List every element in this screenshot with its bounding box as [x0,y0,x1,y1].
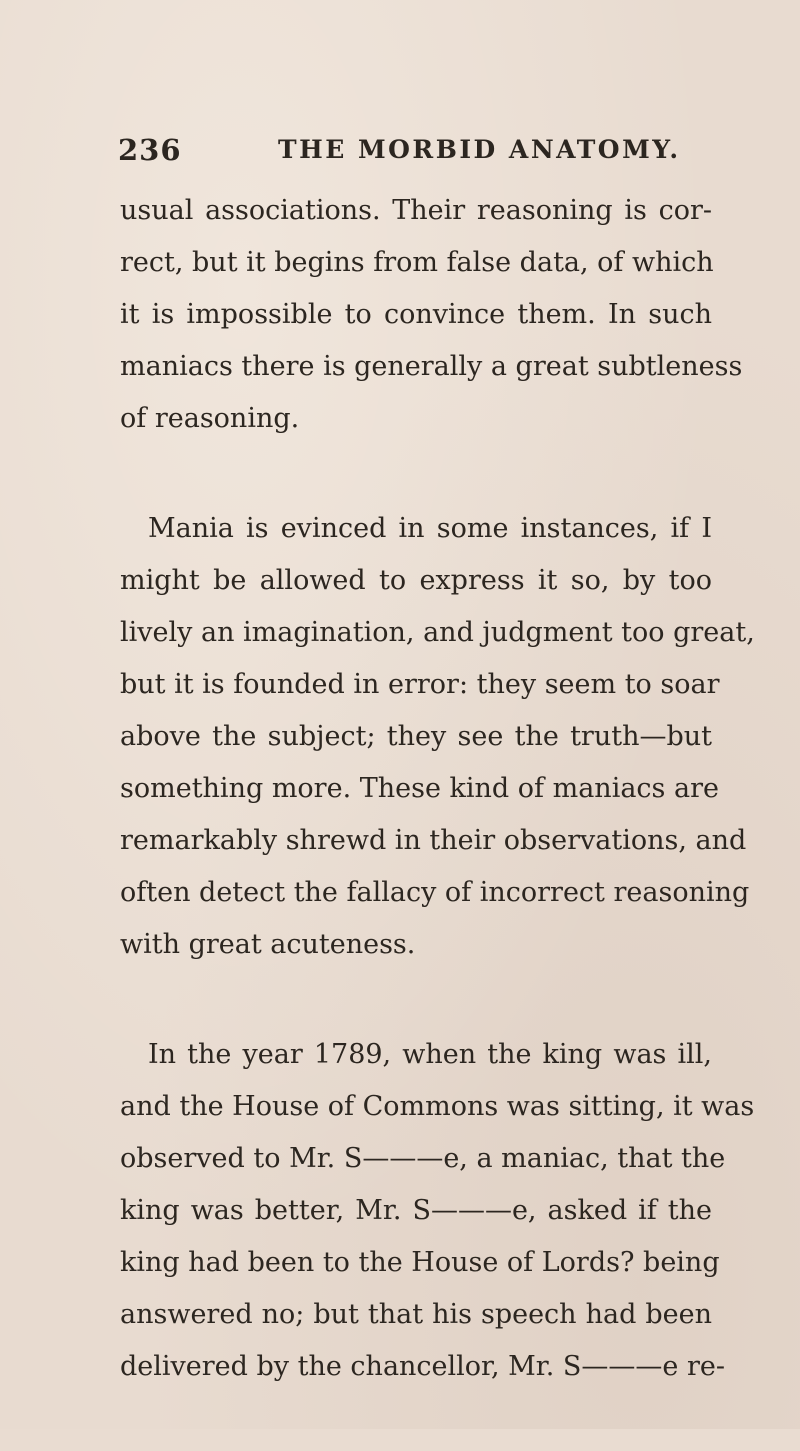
text-line: answered no; but that his speech had been [120,1299,712,1330]
text-line: often detect the fallacy of incorrect reasoning [120,877,750,908]
text-line: it is impossible to convince them. In such [120,299,712,330]
text-line: usual associations. Their reasoning is cor- [120,195,712,226]
page-header [118,133,738,173]
text-line: something more. These kind of maniacs are [120,773,719,804]
page-number: 236 [118,133,182,167]
text-line: of reasoning. [120,403,300,434]
text-line: rect, but it begins from false data, of which [120,247,714,278]
text-line: might be allowed to express it so, by too [120,565,712,596]
paragraph-3 [120,1029,755,1393]
text-line: king had been to the House of Lords? being [120,1247,720,1278]
text-line: with great acuteness. [120,929,416,960]
paragraph-2 [120,503,755,971]
text-line: Mania is evinced in some instances, if I [148,513,712,544]
text-line: observed to Mr. S———e, a maniac, that the [120,1143,726,1174]
text-line: but it is founded in error: they seem to soar [120,669,720,700]
running-title: THE MORBID ANATOMY. [278,135,681,164]
body-text [120,185,755,1451]
text-line: and the House of Commons was sitting, it was [120,1091,755,1122]
text-line: maniacs there is generally a great subtleness [120,351,743,382]
text-line: remarkably shrewd in their observations, and [120,825,747,856]
text-line: delivered by the chancellor, Mr. S———e re- [120,1351,725,1382]
paragraph-1 [120,185,743,445]
text-line: king was better, Mr. S———e, asked if the [120,1195,712,1226]
text-line: above the subject; they see the truth—but [120,721,712,752]
text-line: lively an imagination, and judgment too great, [120,617,755,648]
text-line: In the year 1789, when the king was ill, [148,1039,712,1070]
